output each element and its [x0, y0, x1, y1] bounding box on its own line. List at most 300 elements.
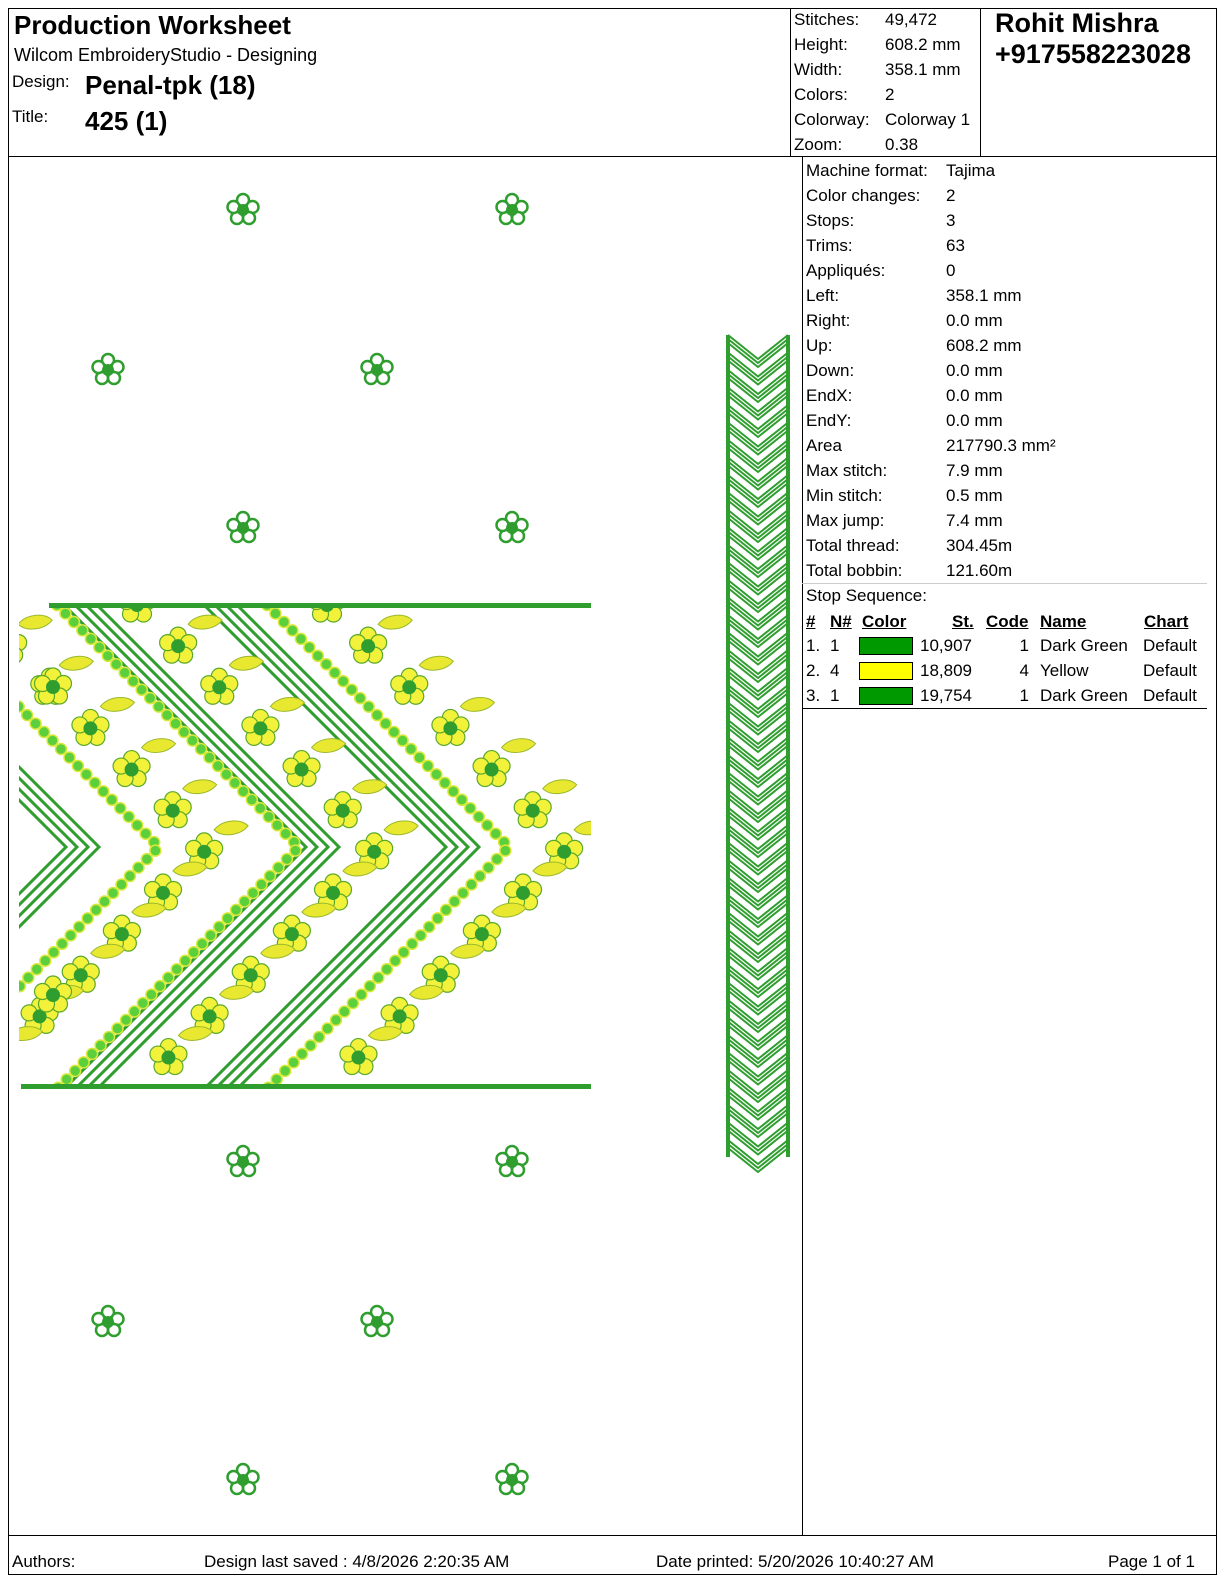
leaf-icon [9, 574, 11, 588]
bead-dot [405, 743, 416, 754]
detail-value: Tajima [946, 161, 996, 180]
leaf-icon [100, 697, 134, 711]
leaf-icon [220, 985, 254, 999]
bead-dot [9, 989, 17, 1000]
summary-label: Zoom: [794, 135, 843, 154]
detail-value: 3 [946, 211, 956, 230]
leaf-icon [502, 739, 536, 753]
bead-dot [137, 998, 148, 1009]
seq-header-st: St. [952, 612, 974, 631]
detail-value: 0 [946, 261, 956, 280]
leaf-icon [270, 697, 304, 711]
title-label: Title: [12, 107, 49, 126]
bead-dot [22, 710, 33, 721]
author-name: Rohit Mishra [995, 8, 1159, 38]
bead-dot [238, 786, 249, 797]
bead-dot [287, 625, 298, 636]
small-flower-icon [93, 354, 124, 384]
bead-dot [123, 811, 134, 822]
bead-dot [273, 862, 284, 873]
small-flower-icon [362, 354, 393, 384]
small-flower-icon [228, 194, 259, 224]
bead-dot [431, 769, 442, 780]
bead-dot [13, 701, 24, 712]
bead-dot [146, 989, 157, 1000]
detail-value: 7.4 mm [946, 511, 1003, 530]
bead-dot [31, 964, 42, 975]
bead-dot [339, 1006, 350, 1017]
yellow-flower-icon [160, 627, 197, 663]
bead-dot [170, 718, 181, 729]
worksheet-title: Production Worksheet [14, 10, 291, 40]
leaf-icon [178, 1027, 212, 1041]
bead-dot [372, 710, 383, 721]
yellow-flower-icon [113, 751, 150, 787]
bead-dot [474, 871, 485, 882]
yellow-flower-icon [242, 709, 279, 745]
yellow-flower-icon [514, 792, 551, 828]
bead-dot [363, 701, 374, 712]
yellow-flower-icon [473, 751, 510, 787]
bead-dot [491, 854, 502, 865]
leaf-icon [312, 739, 346, 753]
detail-value: 608.2 mm [946, 336, 1022, 355]
leaf-icon [229, 656, 263, 670]
seq-header-n: N# [830, 612, 852, 631]
bead-dot [305, 1040, 316, 1051]
bead-dot [116, 879, 127, 890]
bead-dot [380, 718, 391, 729]
bead-dot [432, 913, 443, 924]
bead-dot [288, 1057, 299, 1068]
leaf-icon [378, 615, 412, 629]
bead-dot [483, 862, 494, 873]
detail-label: Left: [806, 286, 840, 305]
leaf-icon [59, 656, 93, 670]
bead-dot [322, 1023, 333, 1034]
bead-dot [280, 1065, 291, 1076]
small-flower-icon [497, 1146, 528, 1176]
leaf-icon [543, 780, 577, 794]
bead-dot [128, 676, 139, 687]
leaf-icon [574, 821, 608, 835]
bead-dot [95, 1040, 106, 1051]
seq-row-chart: Default [1143, 661, 1197, 680]
leaf-icon [183, 780, 217, 794]
bead-dot [106, 794, 117, 805]
bead-dot [448, 786, 459, 797]
leaf-icon [460, 697, 494, 711]
yellow-flower-icon [201, 668, 238, 704]
yellow-flower-icon [35, 668, 72, 704]
small-flower-icon [497, 194, 528, 224]
detail-label: Total thread: [806, 536, 900, 555]
detail-label: Machine format: [806, 161, 928, 180]
bead-dot [61, 1074, 72, 1085]
bead-dot [115, 803, 126, 814]
bead-dot [231, 904, 242, 915]
summary-value: 358.1 mm [885, 60, 961, 79]
bead-dot [270, 608, 281, 619]
small-flower-icon [497, 1464, 528, 1494]
seq-row-name: Dark Green [1040, 686, 1128, 705]
bead-dot [179, 727, 190, 738]
leaf-icon [91, 944, 125, 958]
summary-label: Width: [794, 60, 843, 79]
bead-dot [356, 989, 367, 1000]
bead-dot [171, 964, 182, 975]
detail-value: 0.0 mm [946, 411, 1003, 430]
bead-dot [407, 938, 418, 949]
bead-dot [70, 1065, 81, 1076]
bead-dot [204, 752, 215, 763]
design-value: Penal-tpk (18) [85, 70, 256, 100]
seq-color-swatch [859, 662, 913, 680]
bead-dot [77, 625, 88, 636]
bead-dot [60, 608, 71, 619]
summary-value: 49,472 [885, 10, 937, 29]
seq-row-code: 4 [1019, 661, 1029, 680]
yellow-flower-icon [283, 751, 320, 787]
bead-dot [108, 887, 119, 898]
summary-value: 608.2 mm [885, 35, 961, 54]
detail-label: Stops: [806, 211, 855, 230]
bead-dot [112, 1023, 123, 1034]
bead-dot [154, 981, 165, 992]
detail-label: Min stitch: [806, 486, 883, 505]
bead-dot [85, 633, 96, 644]
bead-dot [9, 693, 16, 704]
bead-dot [205, 930, 216, 941]
seq-row-code: 1 [1019, 636, 1029, 655]
leaf-icon [9, 1027, 42, 1041]
bead-dot [78, 1057, 89, 1068]
bead-dot [458, 887, 469, 898]
bead-dot [290, 845, 301, 856]
bead-dot [120, 1015, 131, 1026]
small-flower-icon [228, 512, 259, 542]
leaf-icon [368, 1027, 402, 1041]
summary-label: Colors: [794, 85, 848, 104]
detail-value: 2 [946, 186, 956, 205]
detail-label: EndY: [806, 411, 852, 430]
bead-dot [390, 955, 401, 966]
bead-dot [74, 921, 85, 932]
detail-label: Trims: [806, 236, 853, 255]
yellow-flower-icon [9, 1039, 17, 1075]
footer-authors: Authors: [12, 1552, 76, 1571]
seq-header-code: Code [986, 612, 1029, 631]
seq-row-stitches: 19,754 [920, 686, 972, 705]
bead-dot [280, 828, 291, 839]
bead-dot [329, 667, 340, 678]
seq-color-swatch [859, 637, 913, 655]
seq-header-color: Color [862, 612, 907, 631]
bead-dot [222, 913, 233, 924]
chevron-strip [728, 335, 788, 1172]
bead-dot [102, 650, 113, 661]
design-panel-divider [802, 157, 803, 1535]
small-flower-icon [228, 1146, 259, 1176]
bead-dot [57, 938, 68, 949]
bead-dot [87, 1048, 98, 1059]
leaf-icon [343, 862, 377, 876]
bead-dot [212, 760, 223, 771]
seq-row-stitches: 10,907 [920, 636, 972, 655]
leaf-icon [18, 615, 52, 629]
bead-dot [500, 845, 511, 856]
bead-dot [398, 947, 409, 958]
bead-dot [40, 955, 51, 966]
detail-label: EndX: [806, 386, 853, 405]
yellow-flower-icon [324, 792, 361, 828]
seq-header-chart: Chart [1144, 612, 1189, 631]
detail-value: 7.9 mm [946, 461, 1003, 480]
leaf-icon [173, 862, 207, 876]
yellow-flower-icon [9, 627, 27, 663]
detail-value: 0.0 mm [946, 386, 1003, 405]
yellow-flower-icon [35, 976, 72, 1012]
small-flower-icon [362, 1306, 393, 1336]
bead-dot [364, 981, 375, 992]
bead-dot [119, 667, 130, 678]
bead-dot [145, 693, 156, 704]
bead-dot [91, 904, 102, 915]
bead-dot [264, 871, 275, 882]
seq-row-name: Dark Green [1040, 636, 1128, 655]
bead-dot [439, 777, 450, 788]
bead-dot [490, 828, 501, 839]
bead-dot [338, 676, 349, 687]
leaf-icon [353, 780, 387, 794]
seq-color-swatch [859, 687, 913, 705]
seq-row-code: 1 [1019, 686, 1029, 705]
bead-dot [39, 727, 50, 738]
bead-dot [68, 616, 79, 627]
bead-dot [321, 659, 332, 670]
bead-dot [47, 735, 58, 746]
yellow-flower-icon [150, 1039, 187, 1075]
bead-dot [304, 642, 315, 653]
bead-dot [355, 693, 366, 704]
bead-dot [314, 1031, 325, 1042]
footer-divider [8, 1535, 1217, 1536]
summary-value: 2 [885, 85, 895, 104]
summary-value: 0.38 [885, 135, 919, 154]
author-phone: +917558223028 [995, 39, 1191, 69]
bead-dot [456, 794, 467, 805]
leaf-icon [384, 821, 418, 835]
detail-label: Total bobbin: [806, 561, 903, 580]
detail-label: Up: [806, 336, 833, 355]
sequence-divider [802, 708, 1207, 709]
bead-dot [140, 828, 151, 839]
bead-dot [256, 879, 267, 890]
title-value: 425 (1) [85, 106, 168, 136]
bead-dot [180, 955, 191, 966]
bead-dot [272, 820, 283, 831]
bead-dot [424, 921, 435, 932]
detail-value: 217790.3 mm² [946, 436, 1056, 455]
small-flower-icon [497, 512, 528, 542]
details-divider [802, 583, 1207, 584]
bead-dot [441, 904, 452, 915]
bead-dot [271, 1074, 282, 1085]
bead-dot [415, 930, 426, 941]
leaf-icon [261, 944, 295, 958]
seq-row-n: 1 [830, 636, 840, 655]
chevron-panel [9, 574, 608, 1093]
yellow-flower-icon [350, 627, 387, 663]
bead-dot [214, 921, 225, 932]
panel-bottom-border [21, 1084, 591, 1089]
bead-dot [449, 896, 460, 907]
bead-dot [389, 727, 400, 738]
leaf-icon [451, 944, 485, 958]
header-vdivider-1 [790, 8, 791, 157]
bead-dot [188, 947, 199, 958]
seq-row-n: 1 [830, 686, 840, 705]
seq-row-name: Yellow [1040, 661, 1089, 680]
leaf-icon [142, 739, 176, 753]
bead-dot [197, 938, 208, 949]
detail-value: 121.60m [946, 561, 1013, 580]
leaf-icon [533, 862, 567, 876]
bead-dot [229, 777, 240, 788]
detail-value: 0.0 mm [946, 311, 1003, 330]
bead-dot [104, 1031, 115, 1042]
summary-label: Colorway: [794, 110, 870, 129]
leaf-icon [492, 903, 526, 917]
bead-dot [465, 803, 476, 814]
design-preview [9, 157, 801, 1534]
footer-saved: Design last saved : 4/8/2026 2:20:35 AM [204, 1552, 510, 1571]
summary-value: Colorway 1 [885, 110, 971, 129]
bead-dot [136, 684, 147, 695]
detail-label: Right: [806, 311, 851, 330]
bead-dot [221, 769, 232, 780]
leaf-icon [147, 574, 181, 588]
summary-label: Stitches: [794, 10, 860, 29]
yellow-flower-icon [391, 668, 428, 704]
bead-dot [111, 659, 122, 670]
bead-dot [278, 616, 289, 627]
footer-printed: Date printed: 5/20/2026 10:40:27 AM [656, 1552, 934, 1571]
detail-value: 63 [946, 236, 965, 255]
bead-dot [255, 803, 266, 814]
yellow-flower-icon [72, 709, 109, 745]
bead-dot [30, 718, 41, 729]
seq-row-num: 2. [806, 661, 821, 680]
bead-dot [94, 642, 105, 653]
bead-dot [82, 913, 93, 924]
detail-value: 358.1 mm [946, 286, 1022, 305]
bead-dot [246, 794, 257, 805]
footer-page: Page 1 of 1 [1108, 1552, 1195, 1571]
software-name: Wilcom EmbroideryStudio - Designing [14, 45, 318, 65]
bead-dot [132, 820, 143, 831]
bead-dot [297, 1048, 308, 1059]
bead-dot [14, 981, 25, 992]
bead-dot [162, 710, 173, 721]
small-flower-icon [228, 1464, 259, 1494]
detail-label: Area [806, 436, 842, 455]
bead-dot [65, 930, 76, 941]
leaf-icon [337, 574, 371, 588]
bead-dot [397, 735, 408, 746]
bead-dot [373, 972, 384, 983]
bead-dot [347, 998, 358, 1009]
bead-dot [330, 1015, 341, 1026]
bead-dot [48, 947, 59, 958]
bead-dot [72, 760, 83, 771]
bead-dot [23, 972, 34, 983]
bead-dot [64, 752, 75, 763]
seq-header-name: Name [1040, 612, 1087, 631]
summary-label: Height: [794, 35, 848, 54]
detail-value: 304.45m [946, 536, 1013, 555]
seq-row-chart: Default [1143, 636, 1197, 655]
panel-top-border [49, 603, 591, 608]
small-flower-icon [93, 1306, 124, 1336]
bead-dot [381, 964, 392, 975]
design-label: Design: [12, 72, 70, 91]
detail-value: 0.0 mm [946, 361, 1003, 380]
bead-dot [98, 786, 109, 797]
bead-dot [248, 887, 259, 898]
detail-label: Down: [806, 361, 855, 380]
leaf-icon [188, 615, 222, 629]
bead-dot [263, 811, 274, 822]
bead-dot [99, 896, 110, 907]
leaf-icon [214, 821, 248, 835]
header-vdivider-2 [980, 8, 981, 157]
bead-dot [89, 777, 100, 788]
bead-dot [163, 972, 174, 983]
detail-label: Max stitch: [806, 461, 888, 480]
bead-dot [295, 633, 306, 644]
seq-row-n: 4 [830, 661, 840, 680]
author-box [995, 8, 1191, 70]
bead-dot [153, 701, 164, 712]
bead-dot [346, 684, 357, 695]
bead-dot [195, 743, 206, 754]
bead-dot [422, 760, 433, 771]
bead-dot [187, 735, 198, 746]
bead-dot [150, 845, 161, 856]
leaf-icon [302, 903, 336, 917]
seq-row-stitches: 18,809 [920, 661, 972, 680]
detail-label: Appliqués: [806, 261, 886, 280]
seq-header-num: # [806, 612, 816, 631]
leaf-icon [132, 903, 166, 917]
leaf-icon [410, 985, 444, 999]
detail-value: 0.5 mm [946, 486, 1003, 505]
leaf-icon [419, 656, 453, 670]
bead-dot [466, 879, 477, 890]
bead-dot [124, 871, 135, 882]
bead-dot [55, 743, 66, 754]
seq-row-num: 3. [806, 686, 821, 705]
bead-dot [281, 854, 292, 865]
seq-row-num: 1. [806, 636, 821, 655]
bead-dot [414, 752, 425, 763]
stop-sequence-label: Stop Sequence: [806, 586, 927, 605]
bead-dot [239, 896, 250, 907]
yellow-flower-icon [154, 792, 191, 828]
bead-dot [312, 650, 323, 661]
bead-dot [81, 769, 92, 780]
